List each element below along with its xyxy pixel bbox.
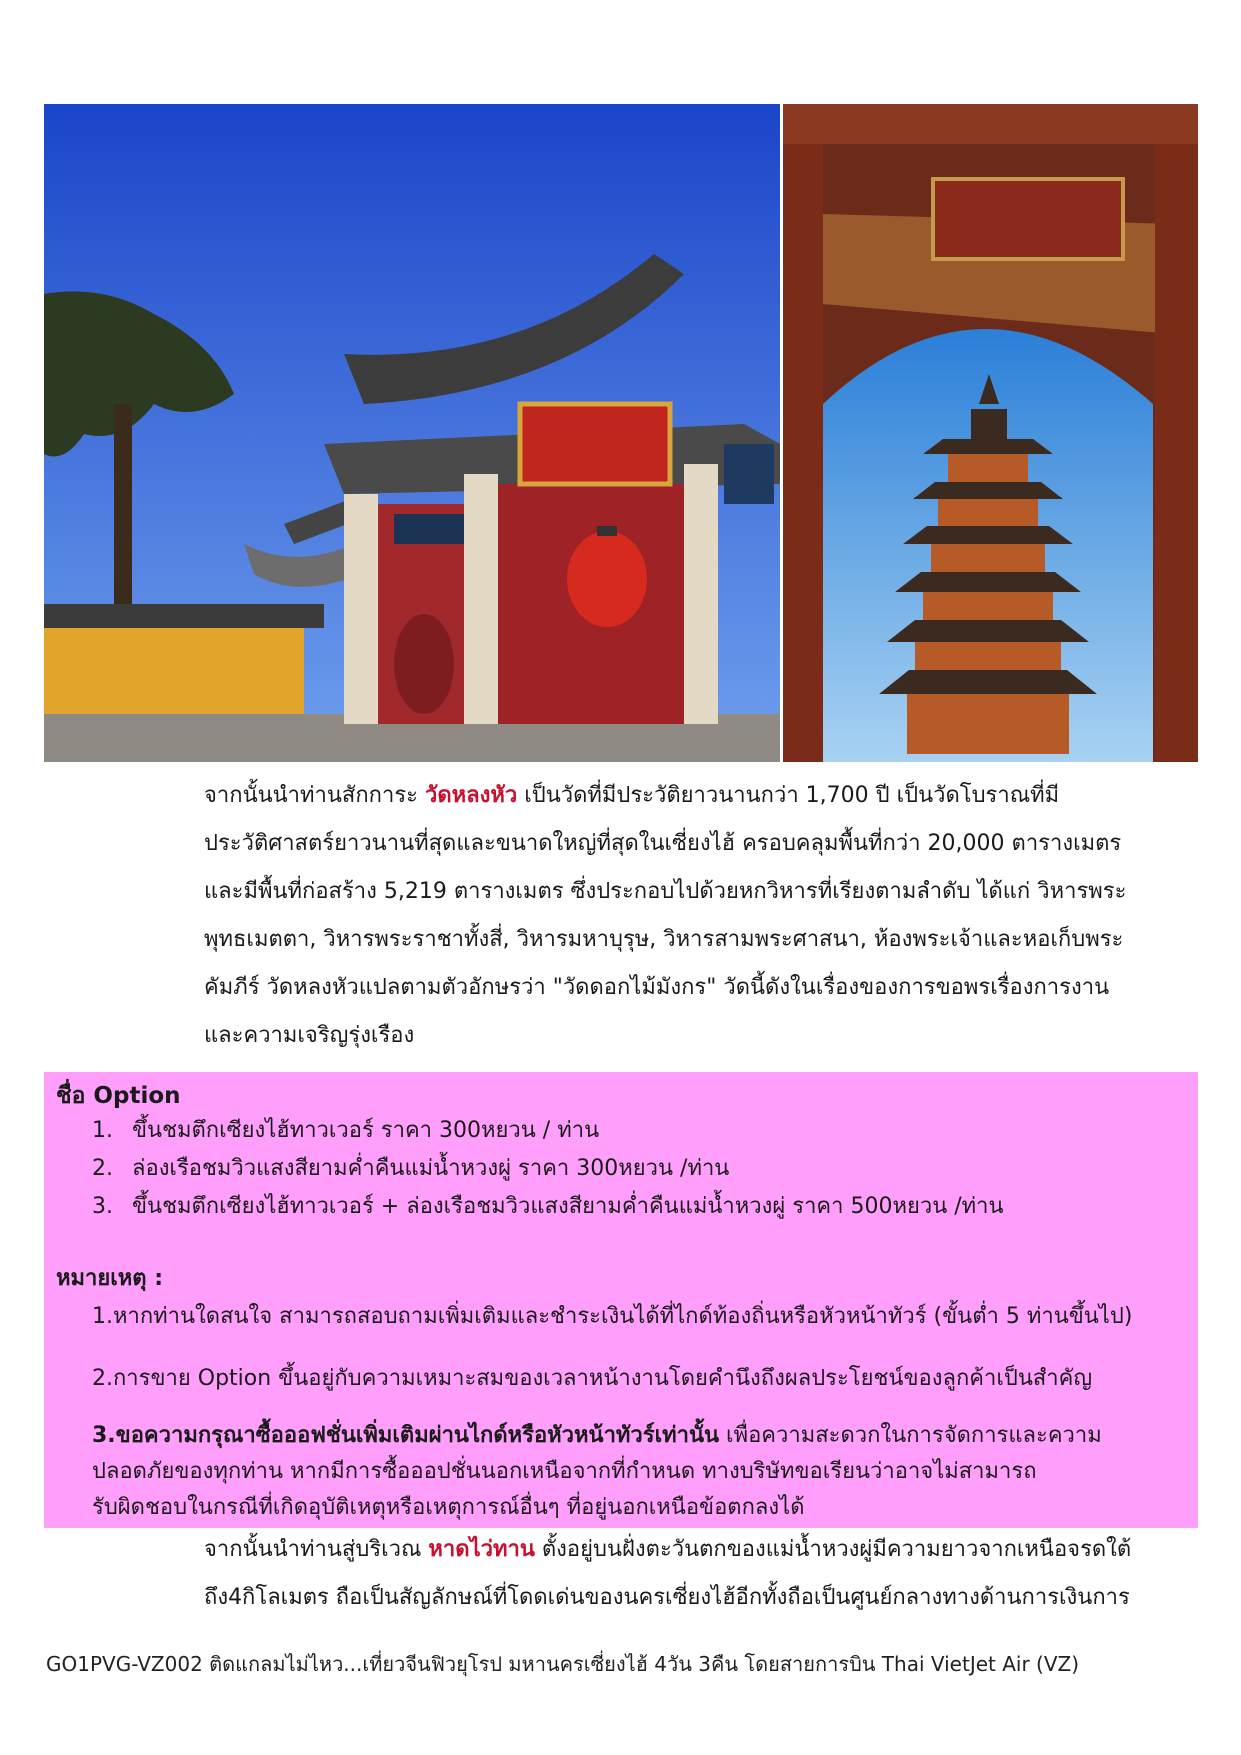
note-1: 1.หากท่านใดสนใจ สามารถสอบถามเพิ่มเติมและชำระเงินได้ที่ไกด์ท้องถิ่นหรือหัวหน้าทัวร์ (ขั้นต่ำ 5 ท่านขึ้นไป) [92,1304,1133,1329]
para-line: และความเจริญรุ่งเรือง [204,1023,415,1048]
note-title: หมายเหตุ : [56,1266,164,1291]
option-number: 1. [92,1118,113,1143]
page-footer: GO1PVG-VZ002 ติดแกลมไม่ไหว...เที่ยวจีนฟิวยุโรป มหานครเซี่ยงไฮ้ 4วัน 3คืน โดยสายการบิน Thai VietJet Air (VZ) [46,1652,1080,1676]
option-item [92,1112,1004,1150]
waitan-description [204,1526,1188,1622]
para-line: ประวัติศาสตร์ยาวนานที่สุดและขนาดใหญ่ที่สุดในเซี่ยงไฮ้ ครอบคลุมพื้นที่กว่า 20,000 ตารางเมตร [204,831,1122,856]
para-text: เป็นวัดที่มีประวัติยาวนานกว่า 1,700 ปี เป็นวัดโบราณที่มี [517,783,1060,808]
longhua-temple-gate-photo [44,104,780,762]
option-box [44,1072,1198,1528]
note-3 [92,1418,1102,1526]
note-3-text: เพื่อความสะดวกในการจัดการและความ [719,1423,1102,1448]
option-text: ขึ้นชมตึกเซียงไฮ้ทาวเวอร์ + ล่องเรือชมวิวแสงสียามค่ำคืนแม่น้ำหวงผู่ ราคา 500หยวน /ท่าน [132,1194,1004,1219]
para-line: พุทธเมตตา, วิหารพระราชาทั้งสี่, วิหารมหาบุรุษ, วิหารสามพระศาสนา, ห้องพระเจ้าและหอเก็บพระ [204,927,1124,952]
option-text: ขึ้นชมตึกเซียงไฮ้ทาวเวอร์ ราคา 300หยวน / ท่าน [132,1118,600,1143]
para-text: จากนั้นนำท่านสักการะ [204,783,425,808]
waitan-highlight: หาดไว่ทาน [428,1537,535,1562]
option-item [92,1150,1004,1188]
longhua-temple-highlight: วัดหลงหัว [424,783,518,808]
note-3-bold: 3.ขอความกรุณาซื้อออฟชั่นเพิ่มเติมผ่านไกด์หรือหัวหน้าทัวร์เท่านั้น [92,1423,720,1448]
para-line [204,1526,1188,1574]
note-2: 2.การขาย Option ขึ้นอยู่กับความเหมาะสมของเวลาหน้างานโดยคำนึงถึงผลประโยชน์ของลูกค้าเป็นสำคัญ [92,1366,1093,1391]
note-3-line [92,1418,1102,1454]
para-line: และมีพื้นที่ก่อสร้าง 5,219 ตารางเมตร ซึ่งประกอบไปด้วยหกวิหารที่เรียงตามลำดับ ได้แก่ วิหารพระ [204,879,1127,904]
para-line: คัมภีร์ วัดหลงหัวแปลตามตัวอักษรว่า "วัดดอกไม้มังกร" วัดนี้ดังในเรื่องของการขอพรเรื่องการงาน [204,975,1110,1000]
option-list [92,1112,1004,1226]
option-text: ล่องเรือชมวิวแสงสียามค่ำคืนแม่น้ำหวงผู่ ราคา 300หยวน /ท่าน [132,1156,730,1181]
option-number: 2. [92,1156,113,1181]
para-line: ถึง4กิโลเมตร ถือเป็นสัญลักษณ์ที่โดดเด่นของนครเซี่ยงไฮ้อีกทั้งถือเป็นศูนย์กลางทางด้านการเงินการ [204,1585,1130,1610]
longhua-temple-description [204,772,1188,1060]
photo-row [44,104,1198,762]
para-line [204,772,1188,820]
para-text: ตั้งอยู่บนฝั่งตะวันตกของแม่น้ำหวงผู่มีความยาวจากเหนือจรดใต้ [534,1537,1132,1562]
option-title: ชื่อ Option [56,1083,181,1109]
option-item [92,1188,1004,1226]
note-3-line: ปลอดภัยของทุกท่าน หากมีการซื้อออปชั่นนอกเหนือจากที่กำหนด ทางบริษัทขอเรียนว่าอาจไม่สามารถ [92,1459,1037,1484]
longhua-pagoda-photo [783,104,1198,762]
note-3-line: รับผิดชอบในกรณีที่เกิดอุบัติเหตุหรือเหตุการณ์อื่นๆ ที่อยู่นอกเหนือข้อตกลงได้ [92,1495,805,1520]
option-number: 3. [92,1194,113,1219]
para-text: จากนั้นนำท่านสู่บริเวณ [204,1537,429,1562]
